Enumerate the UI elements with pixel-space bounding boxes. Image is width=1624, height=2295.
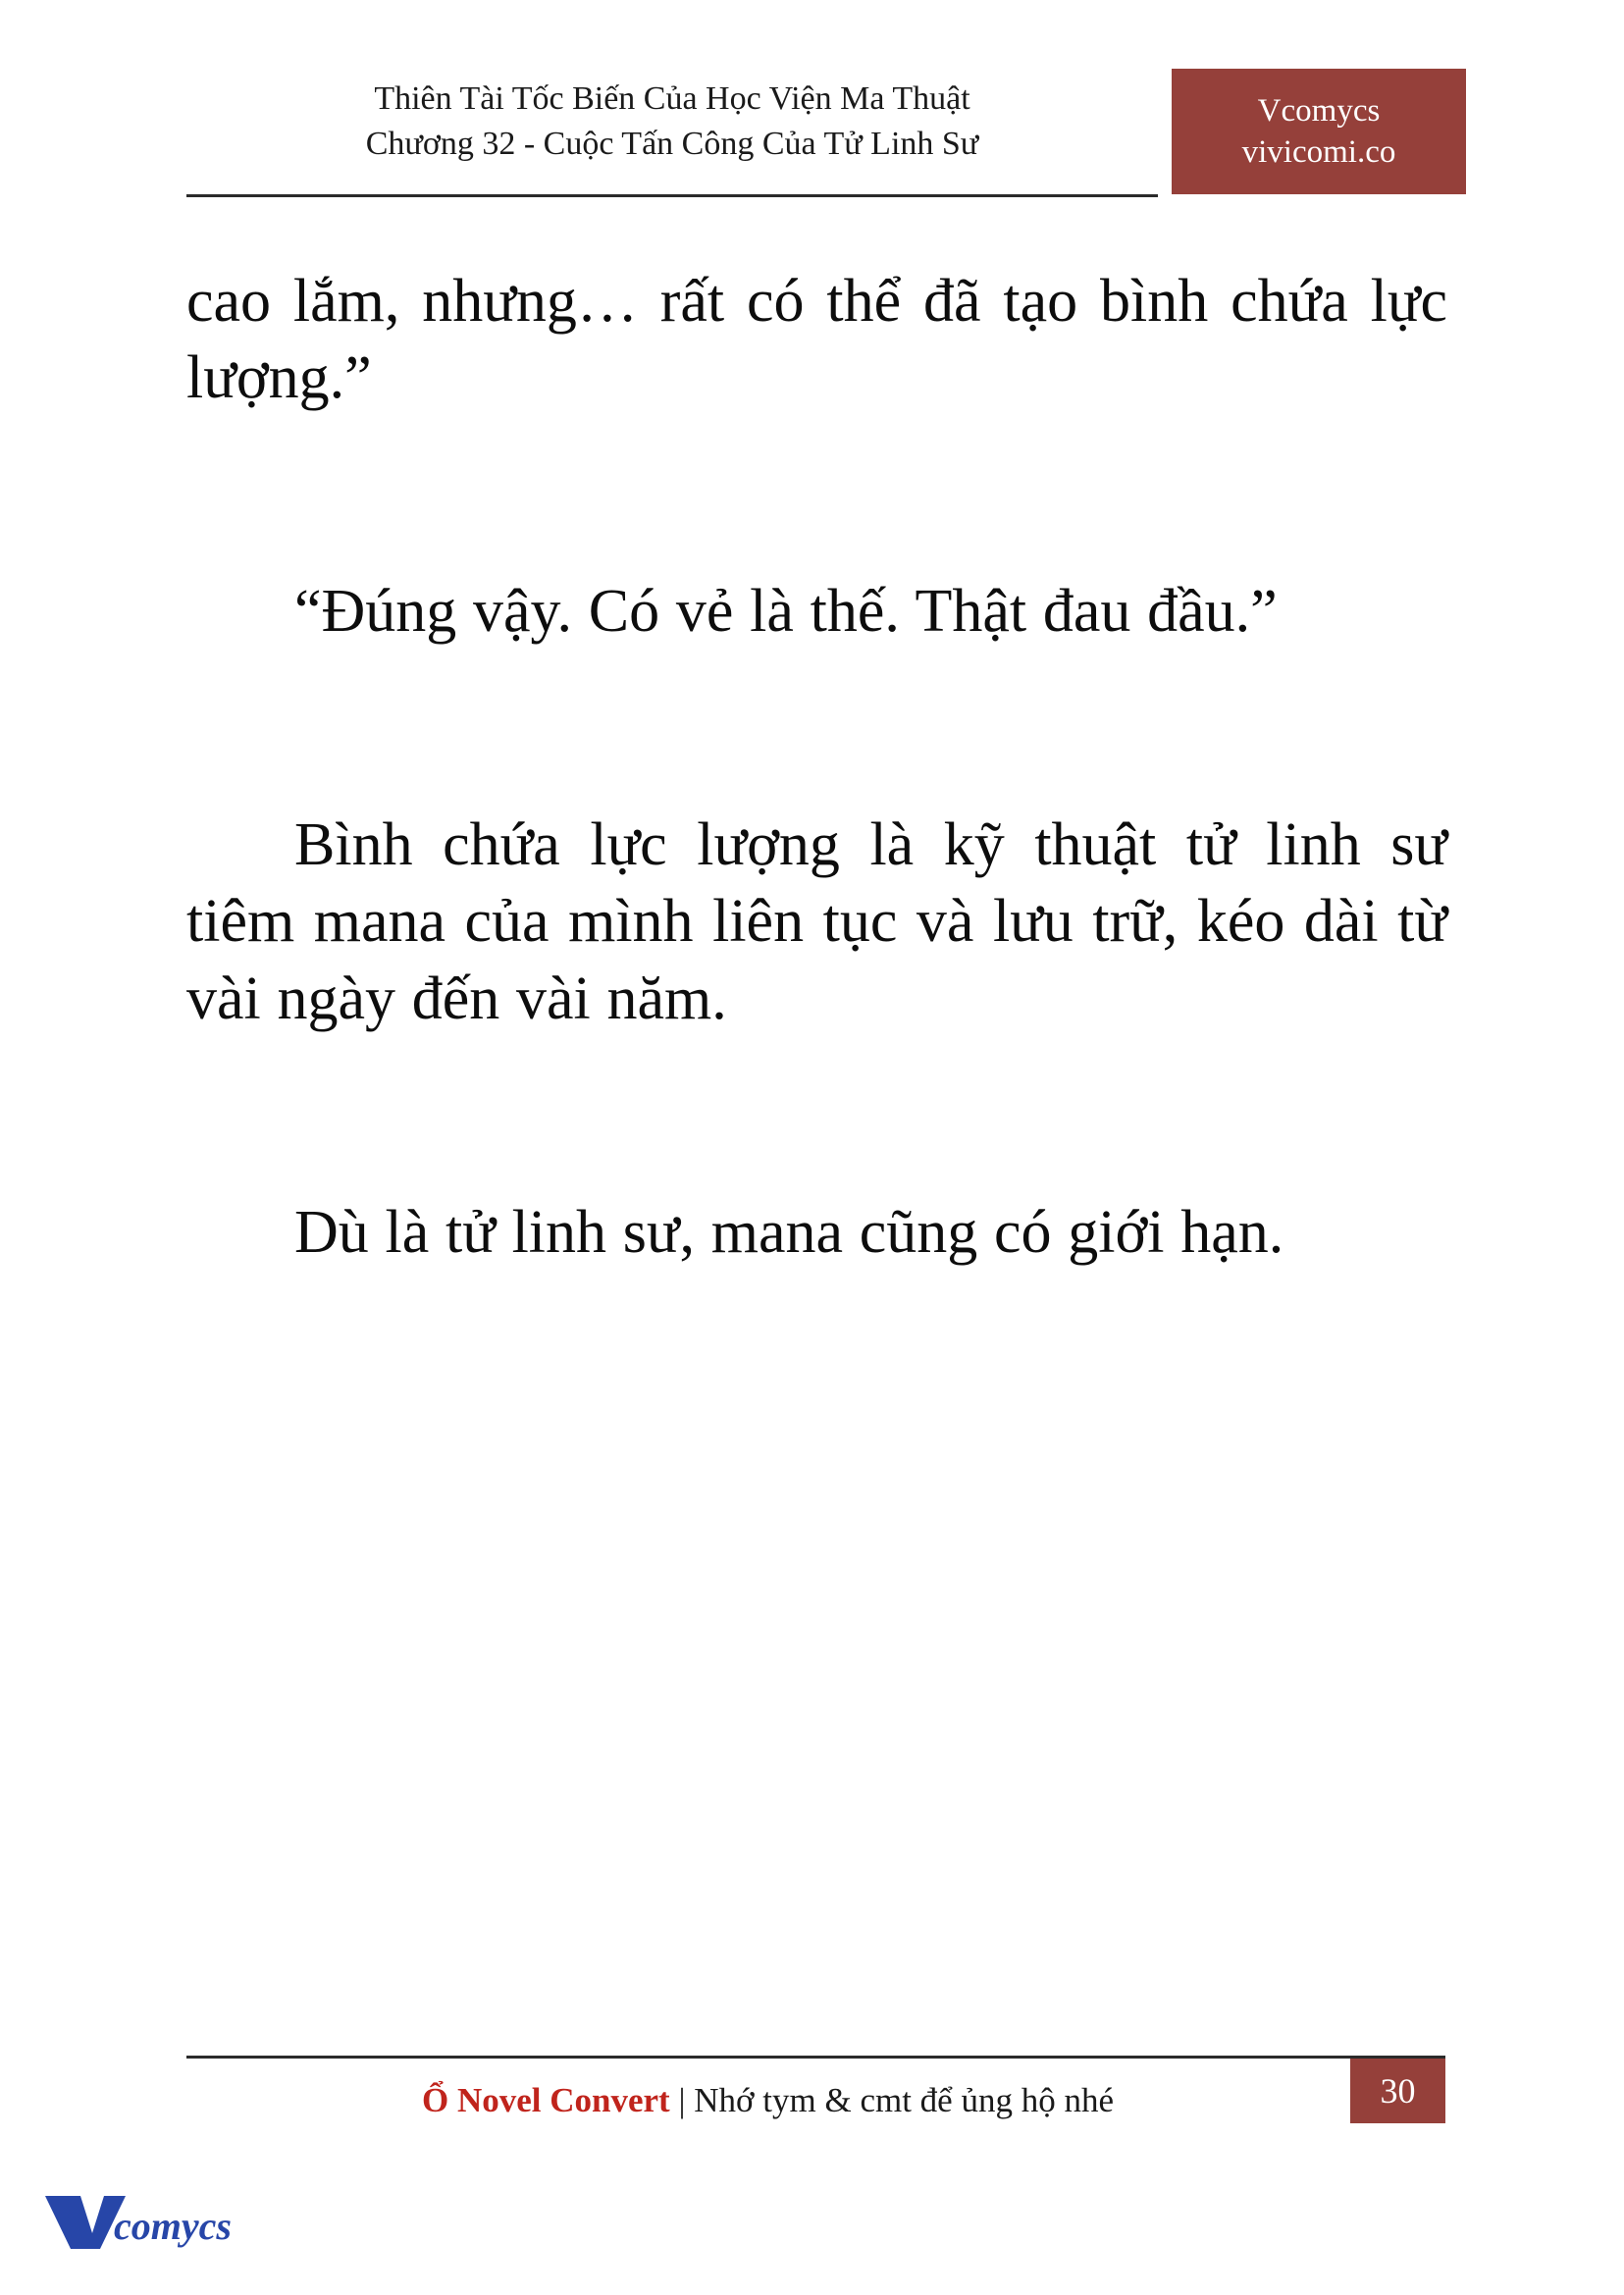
paragraph-1: cao lắm, nhưng… rất có thể đã tạo bình chứa lực lượng.” <box>186 268 1447 412</box>
site-badge[interactable] <box>1172 69 1466 194</box>
footer-separator: | <box>678 2081 686 2119</box>
page-header <box>186 77 1445 214</box>
page-number-badge <box>1350 2059 1445 2123</box>
header-title-block <box>186 77 1158 166</box>
paragraph-2: “Đúng vậy. Có vẻ là thế. Thật đau đầu.” <box>294 578 1278 646</box>
book-title: Thiên Tài Tốc Biến Của Học Viện Ma Thuật <box>374 80 970 117</box>
footer-brand: Ổ Novel Convert <box>421 2081 670 2119</box>
page-footer <box>186 2056 1445 2144</box>
header-divider <box>186 194 1158 197</box>
footer-note: Nhớ tym & cmt để ủng hộ nhé <box>694 2081 1114 2119</box>
chapter-title: Chương 32 - Cuộc Tấn Công Của Tử Linh Sư <box>365 125 979 162</box>
paragraph-4: Dù là tử linh sư, mana cũng có giới hạn. <box>294 1198 1284 1266</box>
page-number: 30 <box>1380 2071 1416 2111</box>
page-content <box>186 263 1447 1355</box>
vcomycs-logo <box>41 2190 252 2253</box>
footer-divider <box>186 2056 1445 2059</box>
footer-note-block <box>186 2069 1349 2132</box>
svg-text:comycs: comycs <box>114 2204 232 2248</box>
site-badge-url: vivicomi.co <box>1241 134 1396 170</box>
paragraph-3: Bình chứa lực lượng là kỹ thuật tử linh sư tiêm mana của mình liên tục và lưu trữ, kéo dài từ vài ngày đến vài năm. <box>186 811 1447 1032</box>
site-badge-name: Vcomycs <box>1257 92 1381 129</box>
